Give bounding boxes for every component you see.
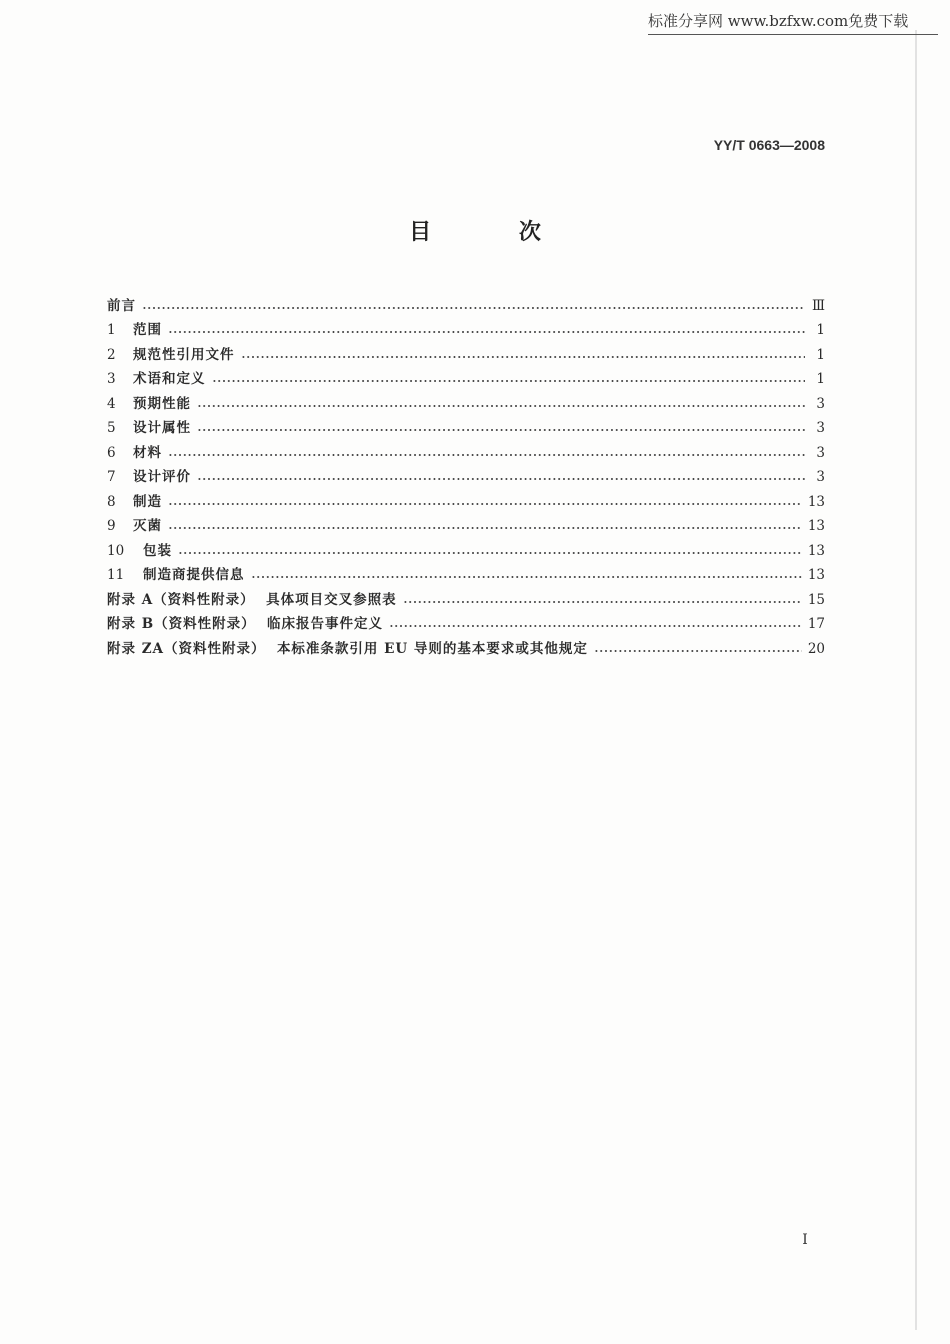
toc-entry-label (133, 444, 162, 462)
toc-entry[interactable] (107, 413, 825, 438)
toc-leader-dots (197, 476, 805, 482)
toc-leader-dots (178, 550, 802, 556)
toc-title: 目 次 (409, 219, 581, 245)
toc-entry-label (107, 297, 136, 315)
toc-entry-page: 1 (816, 322, 825, 338)
toc-entry[interactable] (107, 511, 825, 536)
toc-leader-dots (212, 378, 806, 384)
toc-entry-page: 17 (807, 616, 825, 632)
toc-entry-title: 附录 A（资料性附录） (107, 591, 255, 608)
toc-entry-title: 设计属性 (133, 420, 191, 436)
toc-entry-label (107, 615, 383, 633)
toc-entry-subtitle: 具体项目交叉参照表 (266, 591, 397, 608)
toc-entry-number: 11 (107, 567, 125, 583)
toc-leader-dots (168, 501, 802, 507)
toc-entry-subtitle: 本标准条款引用 EU 导则的基本要求或其他规定 (276, 640, 588, 657)
toc-entry-title: 灭菌 (133, 518, 162, 534)
toc-entry[interactable] (107, 486, 825, 511)
toc-entry-label (133, 419, 191, 437)
toc-leader-dots (241, 354, 806, 360)
toc-entry-page: 13 (807, 493, 825, 510)
toc-entry[interactable] (107, 315, 825, 340)
toc-entry-title: 设计评价 (133, 469, 191, 485)
toc-entry[interactable] (107, 290, 825, 315)
toc-entry[interactable] (107, 339, 825, 364)
toc-entry-label (143, 542, 172, 560)
toc-entry-label (107, 640, 588, 658)
toc-entry-label (133, 468, 191, 486)
toc-entry-number: 9 (107, 518, 116, 534)
toc-entry-number: 10 (107, 542, 125, 559)
toc-entry-number: 1 (107, 322, 116, 338)
toc-entry[interactable] (107, 560, 825, 585)
toc-entry[interactable] (107, 462, 825, 487)
toc-entry[interactable] (107, 388, 825, 413)
toc-entry[interactable] (107, 584, 825, 609)
toc-entry-page: 3 (816, 395, 825, 412)
toc-entry-label (133, 395, 191, 413)
toc-entry-label (143, 566, 245, 584)
toc-leader-dots (197, 427, 805, 433)
toc-entry-label (107, 591, 397, 609)
toc-entry-title: 规范性引用文件 (133, 346, 235, 363)
toc-leader-dots (403, 599, 802, 605)
toc-entry-number: 7 (107, 469, 116, 485)
toc-entry-number: 6 (107, 444, 116, 461)
toc-entry-label (133, 321, 162, 339)
toc-entry-label (133, 517, 162, 535)
page-number: I (802, 1232, 808, 1248)
toc-entry-number: 3 (107, 371, 116, 387)
toc-entry-subtitle: 临床报告事件定义 (267, 616, 384, 632)
toc-entry-label (133, 370, 206, 388)
toc-entry[interactable] (107, 437, 825, 462)
toc-entry-number: 4 (107, 395, 116, 412)
toc-entry-label (133, 493, 162, 511)
toc-leader-dots (389, 623, 802, 629)
toc-entry-page: 3 (816, 469, 825, 485)
toc-entry-number: 2 (107, 346, 116, 363)
toc-entry-page: 13 (807, 567, 825, 583)
toc-entry[interactable] (107, 609, 825, 634)
toc-entry-title: 范围 (133, 322, 162, 338)
toc-entry-page: 13 (807, 542, 825, 559)
toc-entry-label (133, 346, 235, 364)
toc-entry-title: 附录 ZA（资料性附录） (107, 640, 266, 657)
toc-entry-page: 1 (816, 346, 825, 363)
toc-entry[interactable] (107, 364, 825, 389)
standard-number: YY/T 0663—2008 (713, 137, 825, 153)
toc-entry-title: 材料 (133, 444, 162, 461)
table-of-contents (107, 290, 825, 658)
toc-entry-page: 20 (807, 640, 825, 657)
toc-leader-dots (594, 648, 802, 654)
toc-entry-page: Ⅲ (811, 297, 825, 314)
watermark-text: 标准分享网 www.bzfxw.com免费下载 (648, 8, 938, 35)
toc-leader-dots (168, 525, 802, 531)
toc-entry-title: 制造 (133, 493, 162, 510)
toc-entry-number: 8 (107, 493, 116, 510)
toc-leader-dots (168, 329, 805, 335)
toc-entry-page: 1 (816, 371, 825, 387)
toc-entry-title: 术语和定义 (133, 371, 206, 387)
toc-entry-number: 5 (107, 420, 116, 436)
toc-leader-dots (251, 574, 802, 580)
toc-leader-dots (168, 452, 805, 458)
toc-entry-page: 15 (807, 591, 825, 608)
toc-entry-title: 附录 B（资料性附录） (107, 616, 256, 632)
toc-leader-dots (142, 305, 805, 311)
toc-entry[interactable] (107, 535, 825, 560)
toc-entry-title: 预期性能 (133, 395, 191, 412)
toc-entry[interactable] (107, 633, 825, 658)
toc-entry-title: 制造商提供信息 (143, 567, 245, 583)
toc-entry-title: 包装 (143, 542, 172, 559)
page-edge-shadow (915, 30, 917, 1330)
toc-entry-page: 3 (816, 420, 825, 436)
toc-entry-page: 3 (816, 444, 825, 461)
toc-entry-title: 前言 (107, 297, 136, 314)
toc-entry-page: 13 (807, 518, 825, 534)
toc-leader-dots (197, 403, 805, 409)
